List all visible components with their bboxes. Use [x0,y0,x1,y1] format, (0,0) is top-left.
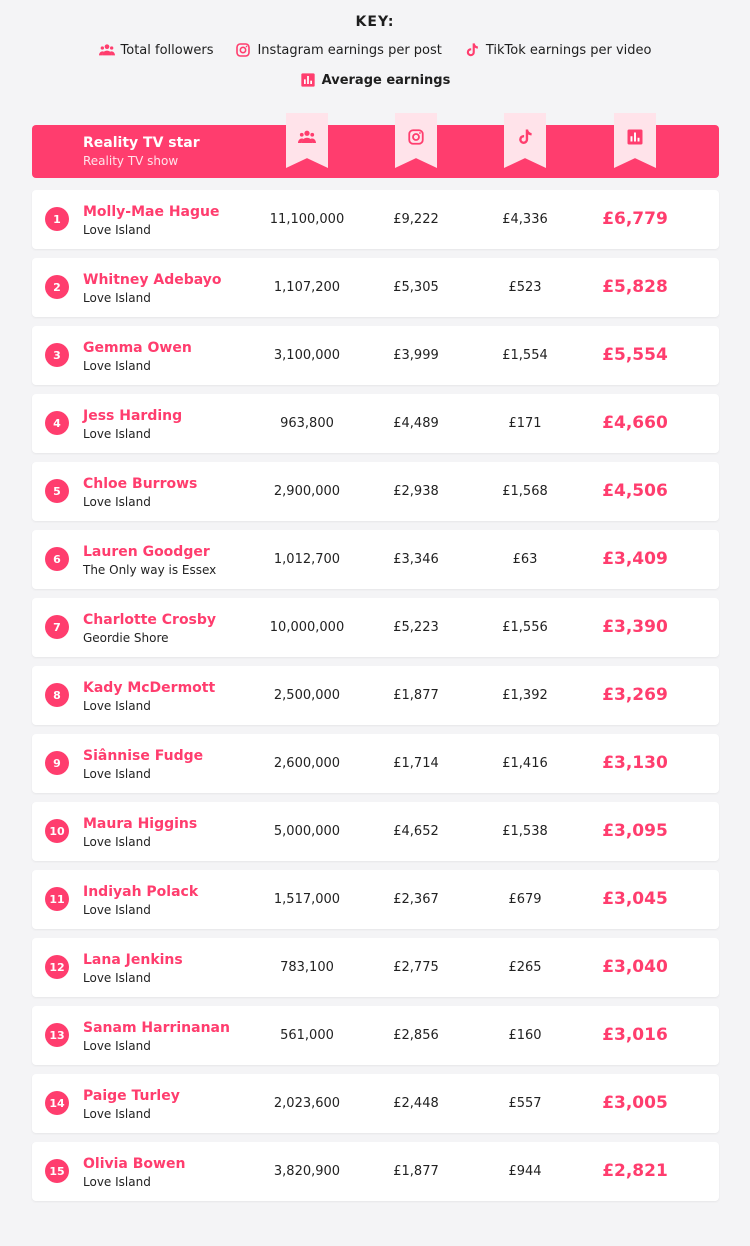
show-name: Love Island [83,1039,151,1053]
header-average-ribbon [614,113,656,168]
table-row [32,870,719,929]
followers-value: 963,800 [280,416,334,431]
show-name: Love Island [83,291,151,305]
tiktok-value: £523 [508,280,542,295]
header-tiktok-ribbon [504,113,546,168]
instagram-value: £1,714 [393,756,439,771]
tiktok-value: £1,568 [502,484,548,499]
header-followers-ribbon [286,113,328,168]
star-name: Charlotte Crosby [83,612,217,628]
rank-badge: 7 [45,615,69,639]
star-name: Lana Jenkins [83,952,183,968]
average-value: £3,005 [602,1093,668,1113]
rank-badge: 3 [45,343,69,367]
rank-badge: 6 [45,547,69,571]
key-tiktok-label: TikTok earnings per video [485,42,652,58]
show-name: Love Island [83,495,151,509]
star-name: Siânnise Fudge [83,748,204,764]
instagram-value: £9,222 [393,212,439,227]
show-name: Geordie Shore [83,631,169,645]
table-row [32,598,719,657]
instagram-value: £1,877 [393,1164,439,1179]
tiktok-value: £1,554 [502,348,548,363]
average-value: £3,390 [602,617,668,637]
table-row [32,666,719,725]
instagram-value: £3,999 [393,348,439,363]
tiktok-icon [516,128,534,146]
followers-value: 2,900,000 [273,484,341,499]
rank-badge: 9 [45,751,69,775]
tiktok-value: £160 [508,1028,542,1043]
followers-value: 3,820,900 [273,1164,341,1179]
followers-value: 1,107,200 [273,280,341,295]
header-instagram-ribbon [395,113,437,168]
followers-value: 1,012,700 [273,552,341,567]
followers-value: 2,500,000 [273,688,341,703]
bar-chart-icon [626,128,644,146]
average-value: £4,660 [602,413,668,433]
tiktok-value: £171 [508,416,542,431]
show-name: Love Island [83,767,151,781]
table-row [32,394,719,453]
average-value: £3,409 [602,549,668,569]
average-value: £3,040 [602,957,668,977]
tiktok-value: £944 [508,1164,542,1179]
rank-badge: 2 [45,275,69,299]
header-subtitle: Reality TV show [83,154,179,168]
instagram-value: £1,877 [393,688,439,703]
instagram-icon [407,128,425,146]
followers-value: 10,000,000 [269,620,345,635]
instagram-value: £4,489 [393,416,439,431]
instagram-value: £2,938 [393,484,439,499]
show-name: Love Island [83,359,151,373]
instagram-value: £5,305 [393,280,439,295]
average-value: £3,095 [602,821,668,841]
show-name: Love Island [83,223,151,237]
key-instagram-label: Instagram earnings per post [257,42,442,58]
followers-value: 2,600,000 [273,756,341,771]
average-value: £5,554 [602,345,668,365]
tiktok-value: £1,392 [502,688,548,703]
average-value: £3,130 [602,753,668,773]
tiktok-value: £1,538 [502,824,548,839]
instagram-value: £2,775 [393,960,439,975]
instagram-value: £2,448 [393,1096,439,1111]
table-header [32,125,719,178]
table-row [32,258,719,317]
followers-value: 783,100 [280,960,334,975]
tiktok-value: £1,416 [502,756,548,771]
rank-badge: 11 [45,887,69,911]
star-name: Chloe Burrows [83,476,198,492]
tiktok-value: £557 [508,1096,542,1111]
tiktok-icon [464,42,480,58]
header-title: Reality TV star [83,135,200,151]
show-name: The Only way is Essex [83,563,217,577]
ranking-list [32,190,719,1210]
instagram-icon [235,42,251,58]
instagram-value: £2,856 [393,1028,439,1043]
show-name: Love Island [83,1107,151,1121]
table-row [32,938,719,997]
key-item-followers [99,42,214,58]
star-name: Paige Turley [83,1088,180,1104]
followers-value: 2,023,600 [273,1096,341,1111]
table-row [32,802,719,861]
instagram-value: £2,367 [393,892,439,907]
average-value: £3,016 [602,1025,668,1045]
rank-badge: 4 [45,411,69,435]
followers-value: 561,000 [280,1028,334,1043]
followers-icon [99,42,115,58]
instagram-value: £4,652 [393,824,439,839]
average-value: £2,821 [602,1161,668,1181]
table-row [32,1142,719,1201]
key-followers-label: Total followers [120,42,214,58]
star-name: Molly-Mae Hague [83,204,220,220]
tiktok-value: £1,556 [502,620,548,635]
show-name: Love Island [83,1175,151,1189]
rank-badge: 5 [45,479,69,503]
tiktok-value: £265 [508,960,542,975]
rank-badge: 8 [45,683,69,707]
key-average-label: Average earnings [321,72,451,88]
show-name: Love Island [83,699,151,713]
average-value: £3,269 [602,685,668,705]
table-row [32,734,719,793]
show-name: Love Island [83,971,151,985]
star-name: Kady McDermott [83,680,216,696]
rank-badge: 12 [45,955,69,979]
star-name: Lauren Goodger [83,544,210,560]
table-row [32,530,719,589]
bar-chart-icon [300,72,316,88]
average-value: £6,779 [602,209,668,229]
show-name: Love Island [83,427,151,441]
table-row [32,462,719,521]
average-value: £5,828 [602,277,668,297]
show-name: Love Island [83,835,151,849]
star-name: Olivia Bowen [83,1156,186,1172]
followers-value: 5,000,000 [273,824,341,839]
followers-value: 11,100,000 [269,212,345,227]
instagram-value: £5,223 [393,620,439,635]
key-title: KEY: [355,14,395,30]
average-value: £3,045 [602,889,668,909]
key-item-tiktok [464,42,652,58]
followers-value: 1,517,000 [273,892,341,907]
rank-badge: 15 [45,1159,69,1183]
table-row [32,1006,719,1065]
tiktok-value: £679 [508,892,542,907]
tiktok-value: £63 [512,552,538,567]
star-name: Indiyah Polack [83,884,199,900]
rank-badge: 14 [45,1091,69,1115]
table-row [32,1074,719,1133]
key-legend [0,42,750,58]
star-name: Sanam Harrinanan [83,1020,230,1036]
average-value: £4,506 [602,481,668,501]
star-name: Gemma Owen [83,340,192,356]
table-row [32,326,719,385]
star-name: Whitney Adebayo [83,272,222,288]
key-item-instagram [235,42,441,58]
key-item-average [0,72,750,88]
rank-badge: 13 [45,1023,69,1047]
table-row [32,190,719,249]
tiktok-value: £4,336 [502,212,548,227]
followers-icon [298,128,316,146]
rank-badge: 1 [45,207,69,231]
star-name: Maura Higgins [83,816,198,832]
instagram-value: £3,346 [393,552,439,567]
rank-badge: 10 [45,819,69,843]
followers-value: 3,100,000 [273,348,341,363]
show-name: Love Island [83,903,151,917]
star-name: Jess Harding [83,408,183,424]
